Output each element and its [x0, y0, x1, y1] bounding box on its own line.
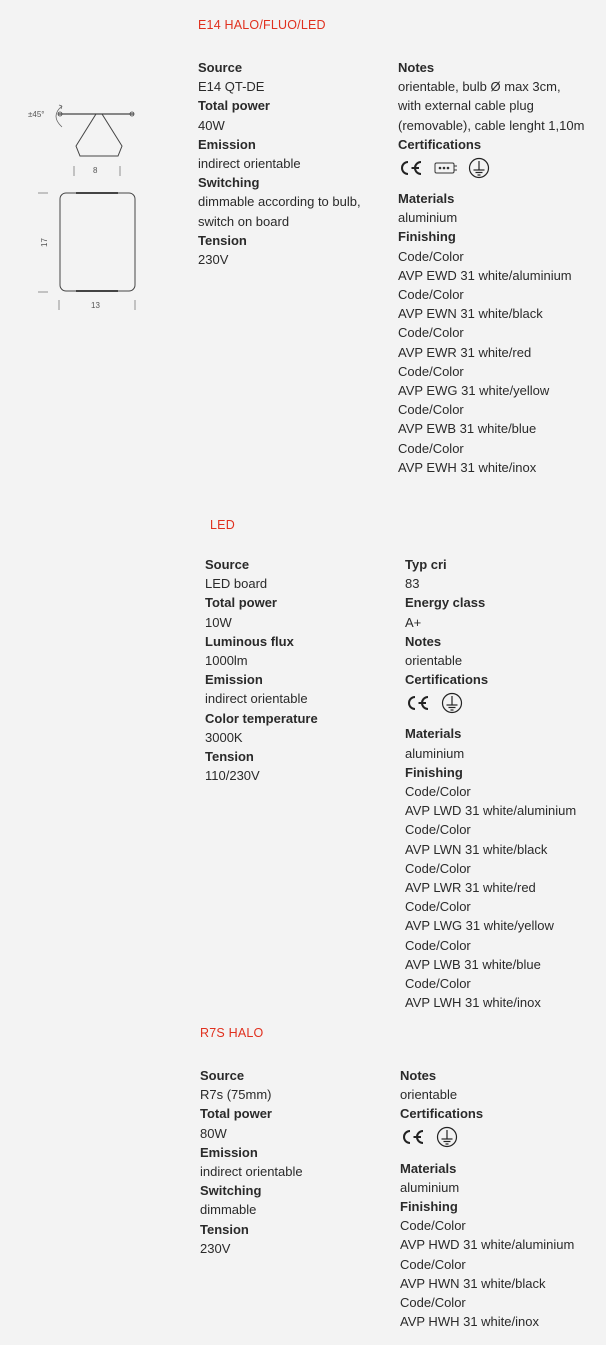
spec-left-column	[198, 58, 361, 269]
earth-ground-icon	[436, 1126, 458, 1148]
width-dimension-label: 13	[91, 301, 100, 310]
ce-mark-icon	[398, 159, 424, 177]
spec-label: Color temperature	[205, 710, 318, 726]
height-dimension-label: 17	[40, 238, 49, 247]
spec-label: Luminous flux	[205, 633, 294, 649]
spec-value: 110/230V	[205, 768, 260, 784]
spec-label: Materials	[398, 191, 455, 207]
spec-value: AVP HWD 31 white/aluminium	[400, 1237, 575, 1253]
spec-value: orientable	[405, 653, 463, 669]
spec-label: Switching	[198, 175, 260, 191]
spec-value: AVP EWR 31 white/red	[398, 344, 532, 360]
section-title: E14 HALO/FLUO/LED	[198, 18, 326, 32]
spec-value: 10W	[205, 614, 232, 630]
spec-value: 1000lm	[205, 653, 248, 669]
spec-value: Code/Color	[405, 976, 471, 992]
ce-mark-icon	[400, 1128, 426, 1146]
spec-value: orientable	[400, 1087, 458, 1103]
spec-value: AVP EWG 31 white/yellow	[398, 383, 550, 399]
spec-label: Emission	[200, 1144, 258, 1160]
spec-value: LED board	[205, 576, 268, 592]
spec-value: aluminium	[405, 745, 465, 761]
spec-value: indirect orientable	[198, 156, 301, 172]
lamp-front-view	[60, 193, 135, 291]
spec-value: 40W	[198, 117, 225, 133]
certifications-label: Certifications	[405, 672, 489, 688]
spec-value: AVP EWD 31 white/aluminium	[398, 267, 572, 283]
spec-value: AVP EWB 31 white/blue	[398, 421, 537, 437]
spec-label: Finishing	[398, 229, 456, 245]
spec-value: E14 QT-DE	[198, 79, 265, 95]
tilt-arrow-icon	[56, 106, 62, 127]
spec-value: AVP EWN 31 white/black	[398, 306, 543, 322]
spec-label: Total power	[205, 595, 277, 611]
spec-right-column	[398, 58, 584, 477]
spec-value: Code/Color	[405, 784, 471, 800]
spec-value: Code/Color	[398, 287, 464, 303]
spec-label: Finishing	[400, 1199, 458, 1215]
spec-value: Code/Color	[405, 899, 471, 915]
spec-label: Tension	[200, 1221, 249, 1237]
certifications-icons	[405, 691, 576, 714]
spec-value: switch on board	[198, 213, 290, 229]
cable-plug-icon	[434, 161, 458, 175]
spec-value: AVP EWH 31 white/inox	[398, 459, 537, 475]
spec-value: Code/Color	[398, 440, 464, 456]
product-technical-drawing	[0, 90, 170, 320]
spec-value: Code/Color	[400, 1218, 466, 1234]
spec-value: dimmable	[200, 1202, 257, 1218]
spec-label: Energy class	[405, 595, 486, 611]
spec-value: dimmable according to bulb,	[198, 194, 361, 210]
spec-value: Code/Color	[400, 1295, 466, 1311]
spec-label: Finishing	[405, 764, 463, 780]
spec-label: Emission	[205, 672, 263, 688]
spec-label: Emission	[198, 136, 256, 152]
spec-value: AVP LWN 31 white/black	[405, 841, 548, 857]
spec-value: Code/Color	[400, 1256, 466, 1272]
spec-label: Notes	[405, 633, 442, 649]
spec-value: Code/Color	[398, 325, 464, 341]
spec-value: 80W	[200, 1125, 227, 1141]
spec-value: 83	[405, 576, 420, 592]
tilt-angle-label: ±45°	[28, 110, 45, 119]
spec-value: 230V	[200, 1240, 231, 1256]
spec-value: Code/Color	[405, 822, 471, 838]
earth-ground-icon	[441, 692, 463, 714]
spec-label: Tension	[198, 232, 247, 248]
spec-value: Code/Color	[398, 363, 464, 379]
certifications-icons	[398, 156, 584, 179]
spec-label: Materials	[400, 1160, 457, 1176]
spec-value: Code/Color	[405, 860, 471, 876]
spec-value: AVP HWN 31 white/black	[400, 1275, 546, 1291]
certifications-label: Certifications	[398, 136, 482, 152]
spec-value: AVP LWD 31 white/aluminium	[405, 803, 577, 819]
spec-value: (removable), cable lenght 1,10m	[398, 117, 585, 133]
section-title: LED	[210, 518, 235, 532]
lamp-side-view	[76, 114, 122, 156]
spec-label: Total power	[198, 98, 270, 114]
spec-value: orientable, bulb Ø max 3cm,	[398, 79, 561, 95]
spec-value: Code/Color	[398, 402, 464, 418]
spec-label: Switching	[200, 1183, 262, 1199]
spec-value: Code/Color	[398, 248, 464, 264]
spec-value: R7s (75mm)	[200, 1087, 272, 1103]
spec-value: AVP LWR 31 white/red	[405, 880, 536, 896]
spec-label: Source	[200, 1068, 245, 1083]
section-title: R7S HALO	[200, 1026, 264, 1040]
spec-value: 230V	[198, 252, 229, 268]
spec-label: Tension	[205, 749, 254, 765]
spec-label: Materials	[405, 726, 462, 742]
spec-value: indirect orientable	[200, 1164, 303, 1180]
ce-mark-icon	[405, 694, 431, 712]
spec-left-column	[205, 555, 318, 785]
spec-value: A+	[405, 614, 422, 630]
spec-value: 3000K	[205, 729, 243, 745]
spec-value: AVP LWG 31 white/yellow	[405, 918, 554, 934]
spec-value: AVP HWH 31 white/inox	[400, 1314, 539, 1330]
spec-value: AVP LWB 31 white/blue	[405, 956, 541, 972]
spec-value: aluminium	[400, 1179, 460, 1195]
spec-label: Total power	[200, 1106, 272, 1122]
spec-value: with external cable plug	[398, 98, 534, 114]
spec-value: AVP LWH 31 white/inox	[405, 995, 541, 1011]
spec-value: aluminium	[398, 210, 458, 226]
spec-label: Notes	[398, 60, 435, 75]
spec-value: indirect orientable	[205, 691, 308, 707]
depth-dimension-label: 8	[93, 166, 98, 175]
spec-value: Code/Color	[405, 937, 471, 953]
spec-right-column	[405, 555, 576, 1012]
spec-left-column	[200, 1066, 303, 1258]
spec-label: Source	[198, 60, 243, 75]
spec-label: Source	[205, 557, 250, 572]
certifications-icons	[400, 1126, 574, 1149]
spec-label: Typ cri	[405, 557, 447, 572]
certifications-label: Certifications	[400, 1106, 484, 1122]
spec-right-column	[400, 1066, 574, 1331]
earth-ground-icon	[468, 157, 490, 179]
spec-label: Notes	[400, 1068, 437, 1083]
